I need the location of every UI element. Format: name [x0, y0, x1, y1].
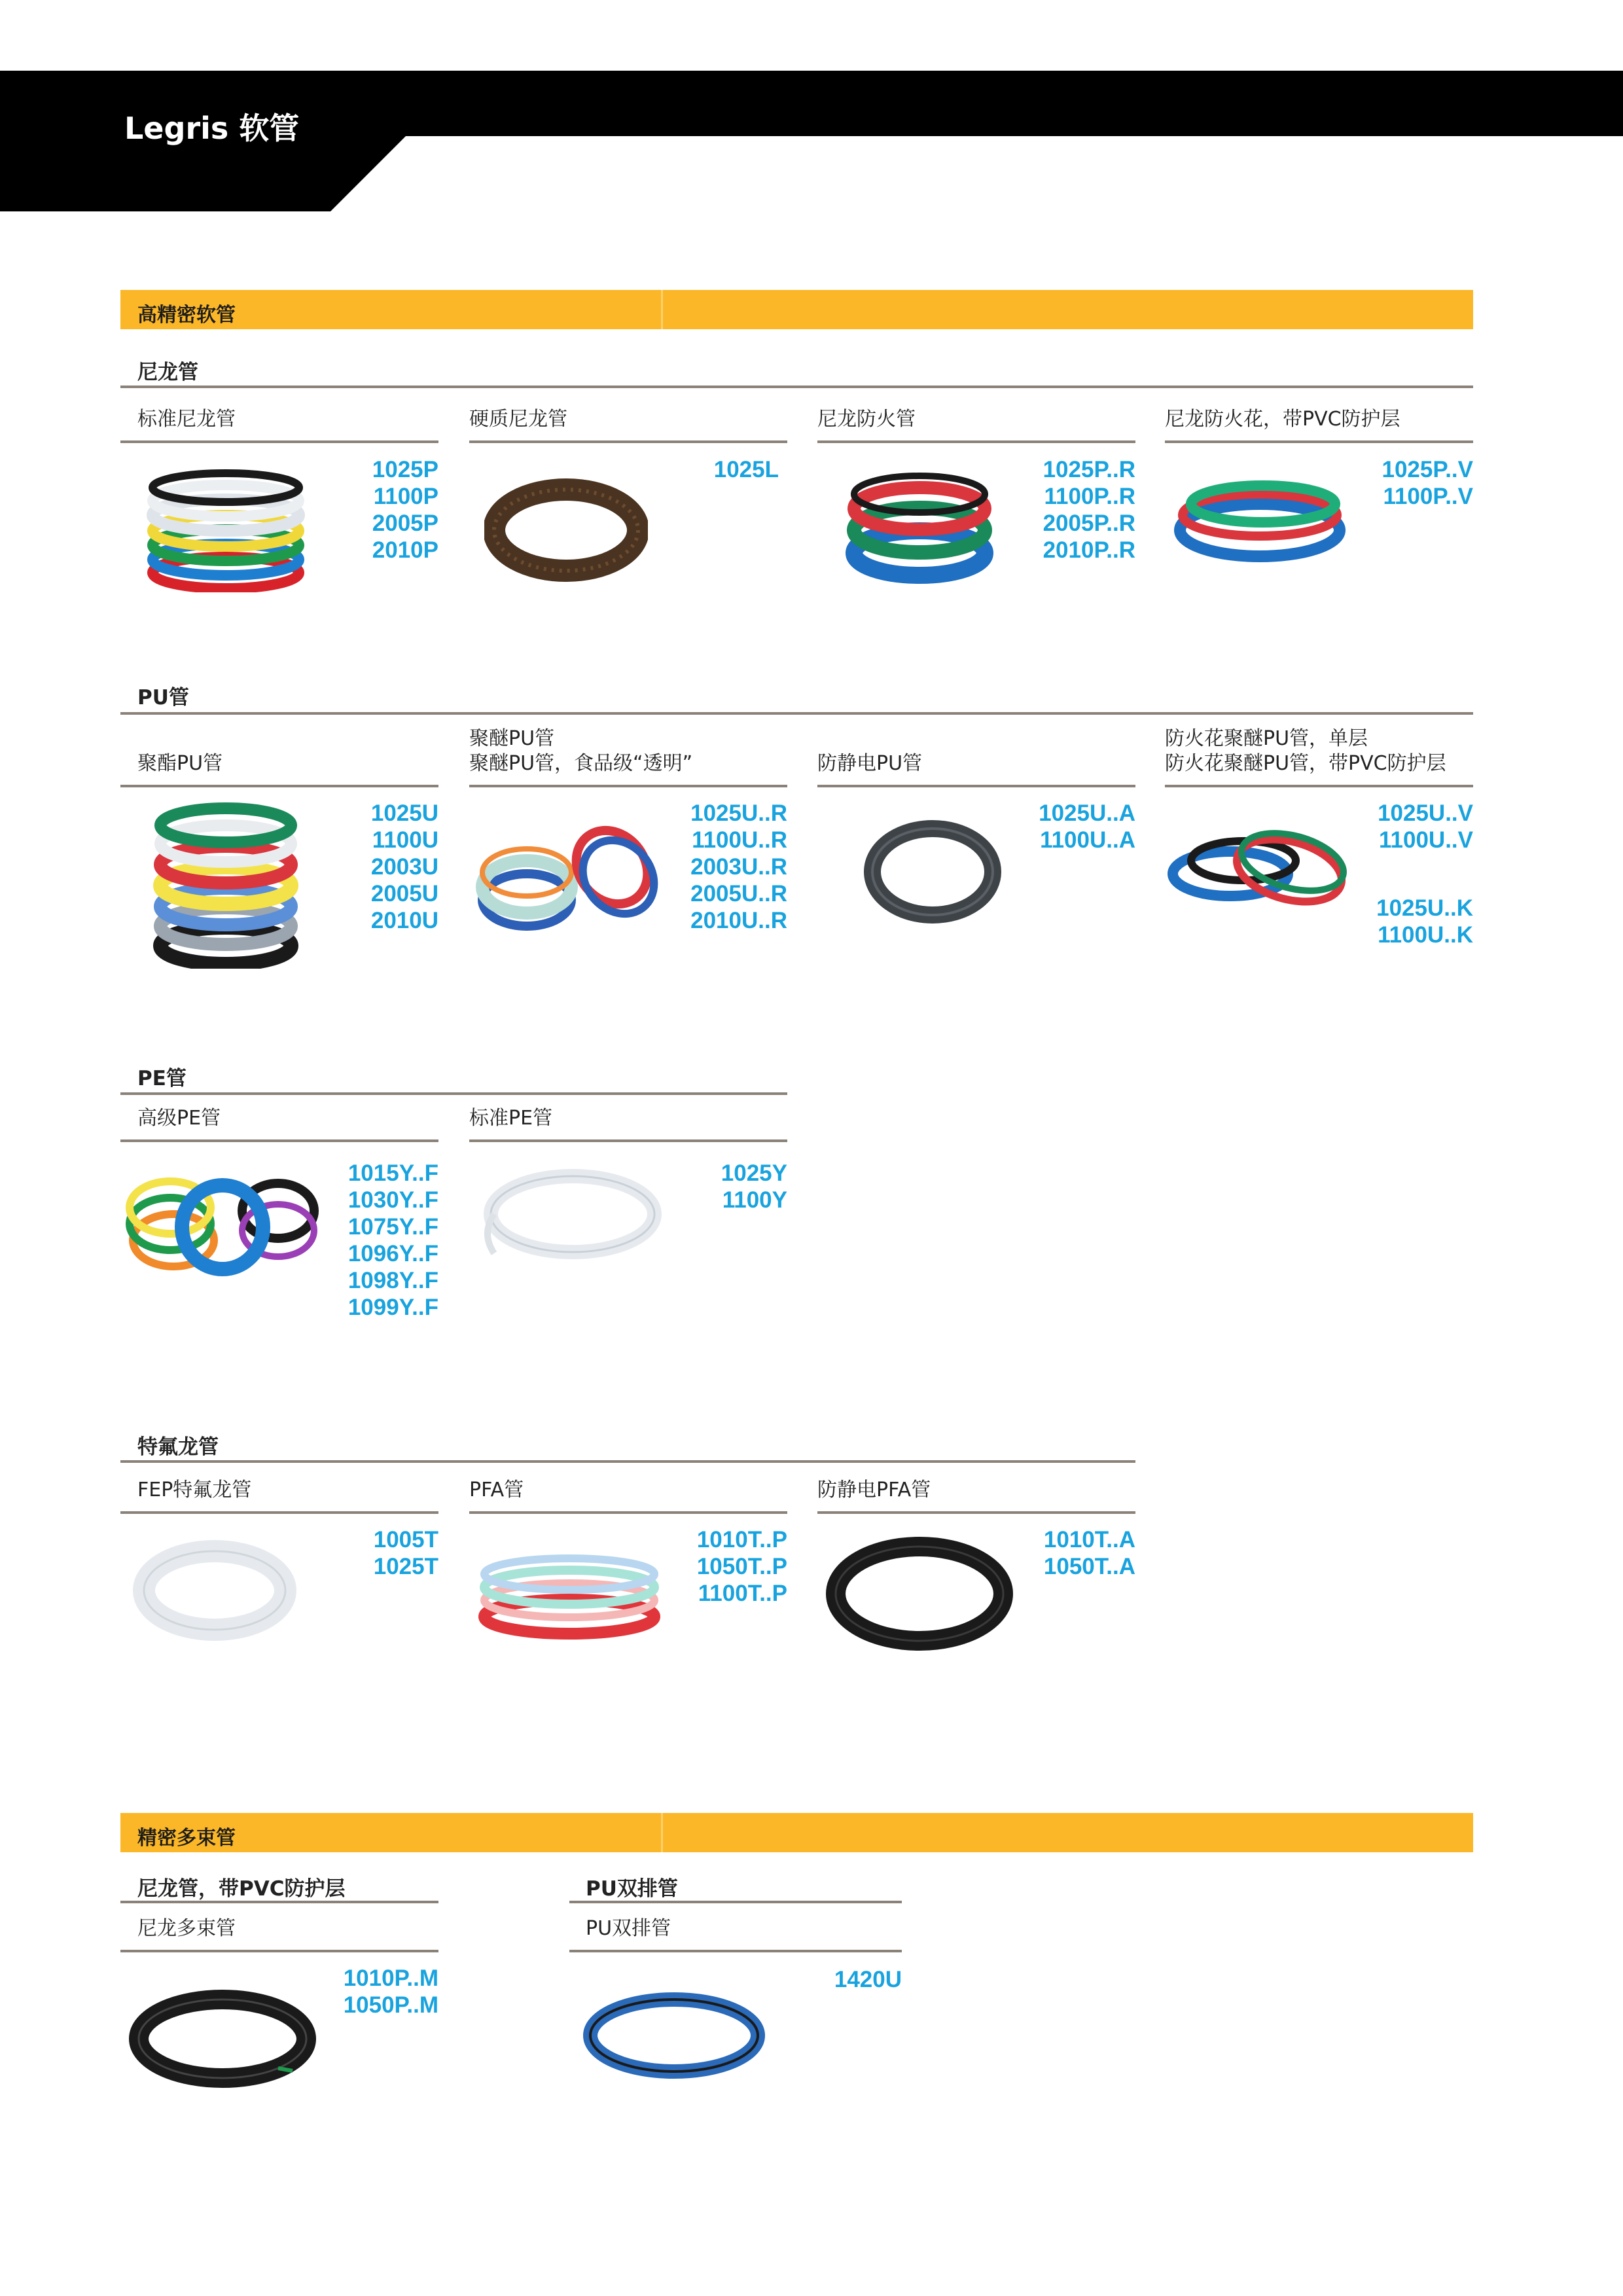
page-title: Legris 软管 [124, 111, 300, 146]
product-label: 硬质尼龙管 [469, 408, 567, 431]
group-title-nylon-pvc: 尼龙管，带PVC防护层 [137, 1877, 346, 1901]
product-label: PFA管 [469, 1479, 524, 1501]
tube-coil-image [131, 1535, 301, 1646]
product-label: FEP特氟龙管 [137, 1479, 252, 1501]
tube-coil-image [141, 468, 311, 592]
group-title-pu-twin: PU双排管 [586, 1877, 678, 1901]
product-codes: 1010T..A 1050T..A [1043, 1527, 1135, 1579]
group-title-pe: PE管 [137, 1067, 187, 1090]
tube-coil-image [1165, 821, 1361, 926]
product-codes: 1025P..R 1100P..R 2005P..R 2010P..R [1043, 457, 1135, 563]
tube-coil-image [144, 802, 308, 969]
product-label: 尼龙防火花，带PVC防护层 [1165, 408, 1400, 431]
product-codes: 1025U..V 1100U..V [1378, 800, 1473, 853]
tube-coil-image [838, 461, 1008, 586]
product-label: 聚醚PU管 [469, 727, 555, 750]
product-rule [120, 785, 438, 787]
product-codes: 1015Y..F 1030Y..F 1075Y..F 1096Y..F 1098Y..F 1099Y..F [348, 1160, 438, 1320]
product-label: 聚醚PU管，食品级“透明” [469, 752, 693, 775]
product-codes: 1025U..K 1100U..K [1376, 895, 1473, 948]
product-rule [1165, 440, 1473, 443]
product-label: 标准尼龙管 [137, 408, 236, 431]
product-rule [469, 1511, 787, 1514]
product-codes: 1420U [834, 1967, 902, 1992]
product-codes: 1010P..M 1050P..M [343, 1965, 438, 2018]
group-rule [120, 1901, 438, 1903]
section-title: 高精密软管 [137, 304, 236, 327]
group-rule [120, 386, 1473, 388]
group-rule [120, 1092, 787, 1095]
group-rule [120, 712, 1473, 715]
product-rule [120, 440, 438, 443]
product-rule [469, 785, 787, 787]
product-label: 聚酯PU管 [137, 752, 223, 775]
tube-coil-image [128, 1977, 317, 2094]
group-title-nylon: 尼龙管 [137, 361, 198, 384]
product-label: 防静电PU管 [817, 752, 923, 775]
tube-coil-image [124, 1162, 321, 1280]
product-codes: 1025U 1100U 2003U 2005U 2010U [370, 800, 438, 933]
tube-coil-image [474, 815, 664, 939]
product-label: 高级PE管 [137, 1107, 221, 1130]
section-bar-multi-tube [120, 1813, 1473, 1852]
tube-coil-image [857, 812, 1008, 929]
product-codes: 1005T 1025T [373, 1527, 438, 1579]
product-rule [120, 1511, 438, 1514]
product-codes: 1025L [713, 457, 779, 482]
product-rule [469, 1139, 787, 1142]
tube-coil-image [579, 1983, 769, 2088]
product-rule [817, 785, 1135, 787]
tube-coil-image [1171, 468, 1355, 566]
product-rule [120, 1950, 438, 1952]
product-label: 尼龙防火管 [817, 408, 916, 431]
product-label: 防火花聚醚PU管，单层 [1165, 727, 1368, 750]
product-codes: 1025U..A 1100U..A [1039, 800, 1135, 853]
group-rule [120, 1460, 1135, 1463]
product-rule [817, 440, 1135, 443]
product-rule [817, 1511, 1135, 1514]
product-rule [120, 1139, 438, 1142]
tube-coil-image [474, 1162, 664, 1273]
group-title-pu: PU管 [137, 686, 189, 709]
product-label: 防静电PFA管 [817, 1479, 931, 1501]
section-bar-high-precision [120, 290, 1473, 329]
product-rule [469, 440, 787, 443]
product-codes: 1010T..P 1050T..P 1100T..P [696, 1527, 787, 1606]
tube-coil-image [825, 1532, 1014, 1656]
group-rule [569, 1901, 902, 1903]
product-codes: 1025P 1100P 2005P 2010P [372, 457, 438, 563]
product-rule [1165, 785, 1473, 787]
product-codes: 1025P..V 1100P..V [1382, 457, 1473, 509]
tube-coil-image [474, 1545, 664, 1643]
product-label: PU双排管 [586, 1917, 671, 1940]
product-label: 尼龙多束管 [137, 1917, 236, 1940]
group-title-fluoro: 特氟龙管 [137, 1435, 219, 1459]
product-codes: 1025Y 1100Y [721, 1160, 787, 1213]
product-label: 防火花聚醚PU管，带PVC防护层 [1165, 752, 1446, 775]
product-codes: 1025U..R 1100U..R 2003U..R 2005U..R 2010U..R [690, 800, 787, 933]
tube-coil-image [484, 475, 648, 586]
product-rule [569, 1950, 902, 1952]
product-label: 标准PE管 [469, 1107, 553, 1130]
section-title: 精密多束管 [137, 1827, 236, 1850]
